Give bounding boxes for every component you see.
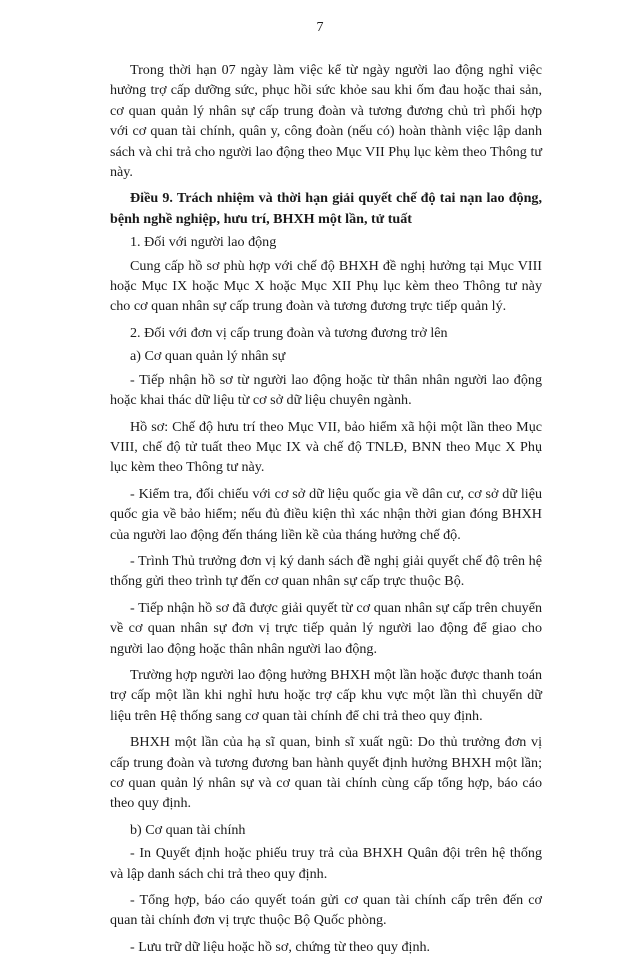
paragraph: Trong thời hạn 07 ngày làm việc kể từ ngày người lao động nghỉ việc hưởng trợ cấp dưỡng sức, phục hồi sức khỏe sau khi ốm đau hoặc thai sản, cơ quan quản lý nhân sự cấp trung đoàn và tương đương chủ trì phối hợp với cơ quan tài chính, quân y, công đoàn (nếu có) hoàn thành việc lập danh sách và chi trả cho người lao động theo Mục VII Phụ lục kèm theo Thông tư này. xyxy=(110,62,542,181)
paragraph: - In Quyết định hoặc phiếu truy trả của BHXH Quân đội trên hệ thống và lập danh sách chi trả theo quy định. xyxy=(110,845,542,882)
paragraph: - Tổng hợp, báo cáo quyết toán gửi cơ quan tài chính cấp trên đến cơ quan tài chính đơn vị trực thuộc Bộ Quốc phòng. xyxy=(110,892,542,929)
paragraph: - Tiếp nhận hồ sơ đã được giải quyết từ cơ quan nhân sự cấp trên chuyển về cơ quan nhân sự đơn vị trực tiếp quản lý người lao động để giao cho người lao động hoặc thân nhân người lao động. xyxy=(110,599,542,657)
subsection-heading: a) Cơ quan quản lý nhân sự xyxy=(130,348,286,365)
paragraph: - Tiếp nhận hồ sơ từ người lao động hoặc từ thân nhân người lao động hoặc khai thác dữ liệu từ cơ sở dữ liệu chuyên ngành. xyxy=(110,371,542,409)
document-body xyxy=(110,60,542,963)
article-heading: Điều 9. Trách nhiệm và thời hạn giải quyết chế độ tai nạn lao động, bệnh nghề nghiệp, hưu trí, BHXH một lần, tử tuất xyxy=(110,190,542,227)
paragraph: BHXH một lần của hạ sĩ quan, binh sĩ xuất ngũ: Do thủ trưởng đơn vị cấp trung đoàn và tương đương ban hành quyết định hưởng BHXH một lần; cơ quan quản lý nhân sự và cơ quan tài chính cùng cấp tổng hợp, báo cáo theo quy định. xyxy=(110,734,542,812)
paragraph: Trường hợp người lao động hưởng BHXH một lần hoặc được thanh toán trợ cấp một lần khi nghỉ hưu hoặc trợ cấp khu vực một lần thì chuyển dữ liệu trên Hệ thống sang cơ quan tài chính để chi trả theo quy định. xyxy=(110,666,542,724)
paragraph: Cung cấp hồ sơ phù hợp với chế độ BHXH đề nghị hưởng tại Mục VIII hoặc Mục IX hoặc Mục X hoặc Mục XII Phụ lục kèm theo Thông tư này cho cơ quan nhân sự cấp trung đoàn và tương đương trực tiếp quản lý. xyxy=(110,257,542,315)
page-number: 7 xyxy=(316,20,324,35)
paragraph: Hồ sơ: Chế độ hưu trí theo Mục VII, bảo hiểm xã hội một lần theo Mục VIII, chế độ tử tuất theo Mục IX và chế độ TNLĐ, BNN theo Mục X Phụ lục kèm theo Thông tư này. xyxy=(110,418,542,476)
subsection-heading: b) Cơ quan tài chính xyxy=(130,821,246,838)
section-heading: 2. Đối với đơn vị cấp trung đoàn và tương đương trở lên xyxy=(130,324,448,341)
paragraph: - Trình Thủ trưởng đơn vị ký danh sách đề nghị giải quyết chế độ trên hệ thống gửi theo trình tự đến cơ quan nhân sự cấp trực thuộc Bộ. xyxy=(110,552,542,590)
section-heading: 1. Đối với người lao động xyxy=(130,234,277,251)
paragraph: - Lưu trữ dữ liệu hoặc hồ sơ, chứng từ theo quy định. xyxy=(130,938,431,955)
paragraph: - Kiểm tra, đối chiếu với cơ sở dữ liệu quốc gia về dân cư, cơ sở dữ liệu quốc gia về bảo hiểm; nếu đủ điều kiện thì xác nhận thời gian đóng BHXH của người lao động đến tháng liền kề của tháng hưởng chế độ. xyxy=(110,485,542,543)
